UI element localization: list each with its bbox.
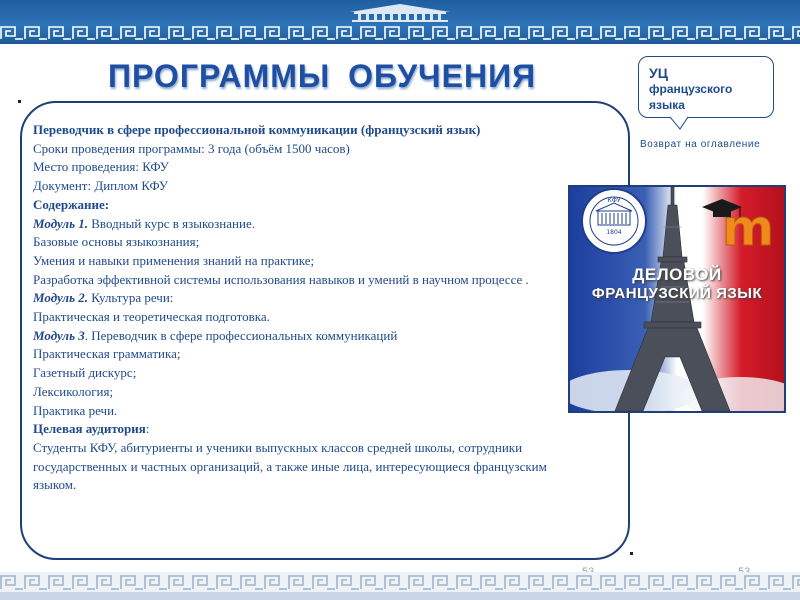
image-caption-line-1: ДЕЛОВОЙ xyxy=(632,265,722,284)
header-bar xyxy=(0,0,800,44)
program-description xyxy=(33,121,573,495)
audience-line: Студенты КФУ, абитуриенты и ученики выпускных классов средней школы, сотрудники xyxy=(33,439,523,455)
callout-tail-icon xyxy=(670,116,690,130)
audience-label: Целевая аудитория xyxy=(33,421,146,437)
bullet-dot xyxy=(630,552,633,555)
logo-letter: m xyxy=(721,199,775,257)
audience-colon: : xyxy=(145,421,150,437)
module-3-header xyxy=(33,327,573,346)
image-caption-line-2: ФРАНЦУЗСКИЙ ЯЗЫК xyxy=(591,285,763,302)
module-2-header xyxy=(33,289,573,308)
content-label: Содержание: xyxy=(33,196,110,212)
back-to-contents-link[interactable]: Возврат на оглавление xyxy=(640,139,761,150)
module-1-label: Модуль 1. xyxy=(33,215,89,231)
module-1-header xyxy=(33,215,573,234)
seal-abbr: КФУ xyxy=(607,197,621,204)
footer-strip xyxy=(0,592,800,600)
module-1-item: Разработка эффективной системы использования навыков и умений в научном процессе . xyxy=(33,271,529,287)
module-3-item: Газетный дискурс; xyxy=(33,365,137,381)
module-1-item: Базовые основы языкознания; xyxy=(33,234,200,250)
module-2-label: Модуль 2. xyxy=(33,290,89,306)
module-3-item: Практика речи. xyxy=(33,402,118,418)
module-2-item: Практическая и теоретическая подготовка. xyxy=(33,309,270,325)
callout-line-2: французского xyxy=(649,82,733,96)
page-title: ПРОГРАММЫ ОБУЧЕНИЯ xyxy=(108,58,537,94)
audience-line: государственных и частных организаций, а также иные лица, интересующиеся французским языком. xyxy=(33,458,547,493)
program-duration: Сроки проведения программы: 3 года (объём 1500 часов) xyxy=(33,140,350,156)
module-1-item: Умения и навыки применения знаний на практике; xyxy=(33,252,315,268)
module-3-title: . Переводчик в сфере профессиональных коммуникаций xyxy=(84,327,398,343)
program-document: Документ: Диплом КФУ xyxy=(33,178,168,194)
program-heading: Переводчик в сфере профессиональной коммуникации (французский язык) xyxy=(33,122,481,137)
module-3-item: Практическая грамматика; xyxy=(33,346,181,362)
module-1-title: Вводный курс в языкознание. xyxy=(88,215,255,231)
module-3-item: Лексикология; xyxy=(33,383,114,399)
meander-border-bottom xyxy=(0,572,800,592)
university-seal-icon xyxy=(582,189,646,253)
module-2-title: Культура речи: xyxy=(88,290,174,306)
program-place: Место проведения: КФУ xyxy=(33,159,169,175)
callout-line-3: языка xyxy=(649,98,685,112)
bullet-dot xyxy=(18,100,21,103)
meander-border-top xyxy=(0,25,800,41)
business-french-image xyxy=(568,185,786,413)
callout-line-1: УЦ xyxy=(649,65,668,81)
audience-header xyxy=(33,420,573,439)
seal-year: 1804 xyxy=(606,229,622,236)
module-3-label: Модуль 3 xyxy=(33,327,85,343)
university-building-logo xyxy=(340,2,460,22)
training-center-callout[interactable] xyxy=(638,56,774,118)
